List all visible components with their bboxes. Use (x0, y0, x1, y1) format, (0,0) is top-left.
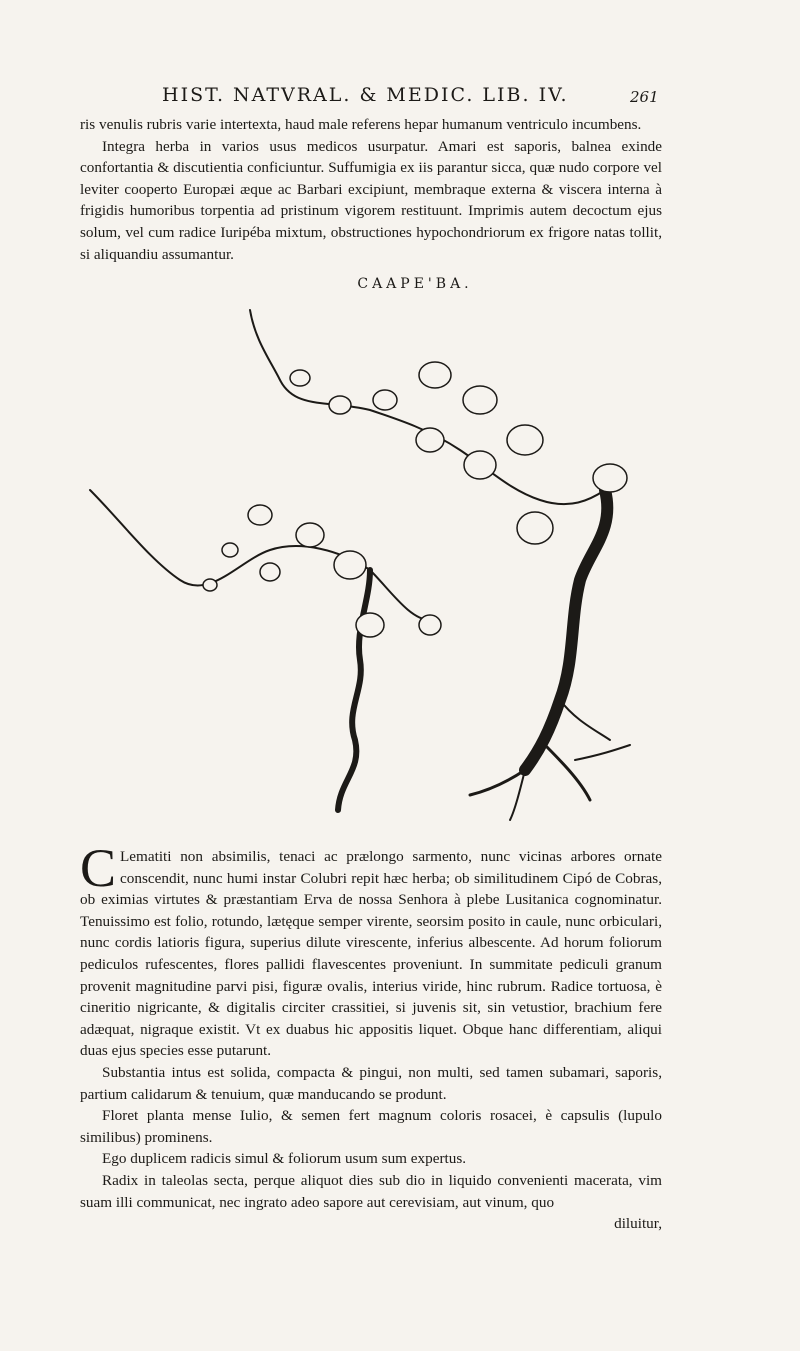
leaf-icon (593, 464, 627, 492)
plant-illustration (70, 300, 670, 840)
left-root-twist (338, 570, 370, 810)
leaf-icon (507, 425, 543, 455)
bottom-text-block (80, 838, 662, 1235)
drop-cap: C (80, 838, 117, 898)
leaf-icon (290, 370, 310, 386)
leaf-icon (464, 451, 496, 479)
leaf-icon (419, 362, 451, 388)
leaf-icon (329, 396, 351, 414)
figure-title: CAAPE'BA. (357, 276, 473, 292)
paragraph-experience: Ego duplicem radicis simul & foliorum usum sum expertus. (102, 1150, 467, 1168)
leaf-icon (517, 512, 553, 544)
paragraph-root-use: Radix in taleolas secta, perque aliquot dies sub dio in liquido convenienti macerata, vim suam illi communicat, nec ingrato adeo sapore aut cerevisiam, aut vinum, quo (80, 1171, 662, 1211)
leaf-icon (222, 543, 238, 557)
paragraph-usage: Integra herba in varios usus medicos usurpatur. Amari est saporis, balnea exinde confortantia & discutientia conficiuntur. Suffumigia ex iis parantur sicca, quæ nudo corpore vel leviter cooperto Europæi æque ac Barbari excipiunt, membraque externa & viscera interna à frigidis humoribus torpentia ad pristinum vigorem restituunt. Imprimis autem decoctum ejus solum, vel cum radice Iuripéba mixtum, obstructiones hypochondriorum ex frigore natas tollit, si aliquandiu assumantur. (80, 137, 662, 263)
leaf-icon (356, 613, 384, 637)
top-text-block (80, 114, 662, 265)
right-vine-stem (250, 310, 605, 504)
leaf-icon (416, 428, 444, 452)
paragraph-substance: Substantia intus est solida, compacta & pingui, non multi, sed tamen subamari, saporis, partium calidarum & tenuium, quæ manducando se produnt. (80, 1063, 662, 1103)
leaf-icon (203, 579, 217, 591)
page-number: 261 (630, 88, 659, 106)
leaf-icon (373, 390, 397, 410)
leaf-icon (419, 615, 441, 635)
paragraph-continuation: ris venulis rubris varie intertexta, haud male referens hepar humanum ventriculo incumbens. (80, 116, 642, 133)
leaf-icon (248, 505, 272, 525)
running-title: HIST. NATVRAL. & MEDIC. LIB. IV. (162, 84, 569, 106)
leaf-icon (296, 523, 324, 547)
paragraph-description: C Lematiti non absimilis, tenaci ac prælongo sarmento, nunc vicinas arbores ornate conscendit, nunc humi instar Colubri repit hæc herba; ob similitudinem Cipó de Cobras, ob eximias virtutes & præstantiam Erva de nossa Senhora à plebe Lusitanica cognominatur. Tenuissimo est folio, rotundo, lætęque semper virente, seorsim posito in caule, nunc orbiculari, nunc cordis latioris figura, superius dilute virescente, inferius albescente. Ad horum foliorum pediculos rufescentes, flores pallidi flavescentes proveniunt. In summitate pediculi granum provenit magnitudine parvi pisi, figuræ ovalis, interius viride, hinc rubrum. Radice tortuosa, è cineritio nigricante, & digitalis circiter crassitiei, si juvenis sit, sin vetustior, brachium fere adæquat, nigraque existit. Vt ex duabus hic appositis liquet. Obque hanc differentiam, aliqui duas ejus species esse putarunt. (80, 838, 662, 1060)
leaf-icon (334, 551, 366, 579)
leaf-icon (463, 386, 497, 414)
paragraph-flowering: Floret planta mense Iulio, & semen fert magnum coloris rosacei, è capsulis (lupulo similibus) prominens. (80, 1107, 662, 1146)
catchword: diluitur, (614, 1215, 662, 1233)
leaf-icon (260, 563, 280, 581)
